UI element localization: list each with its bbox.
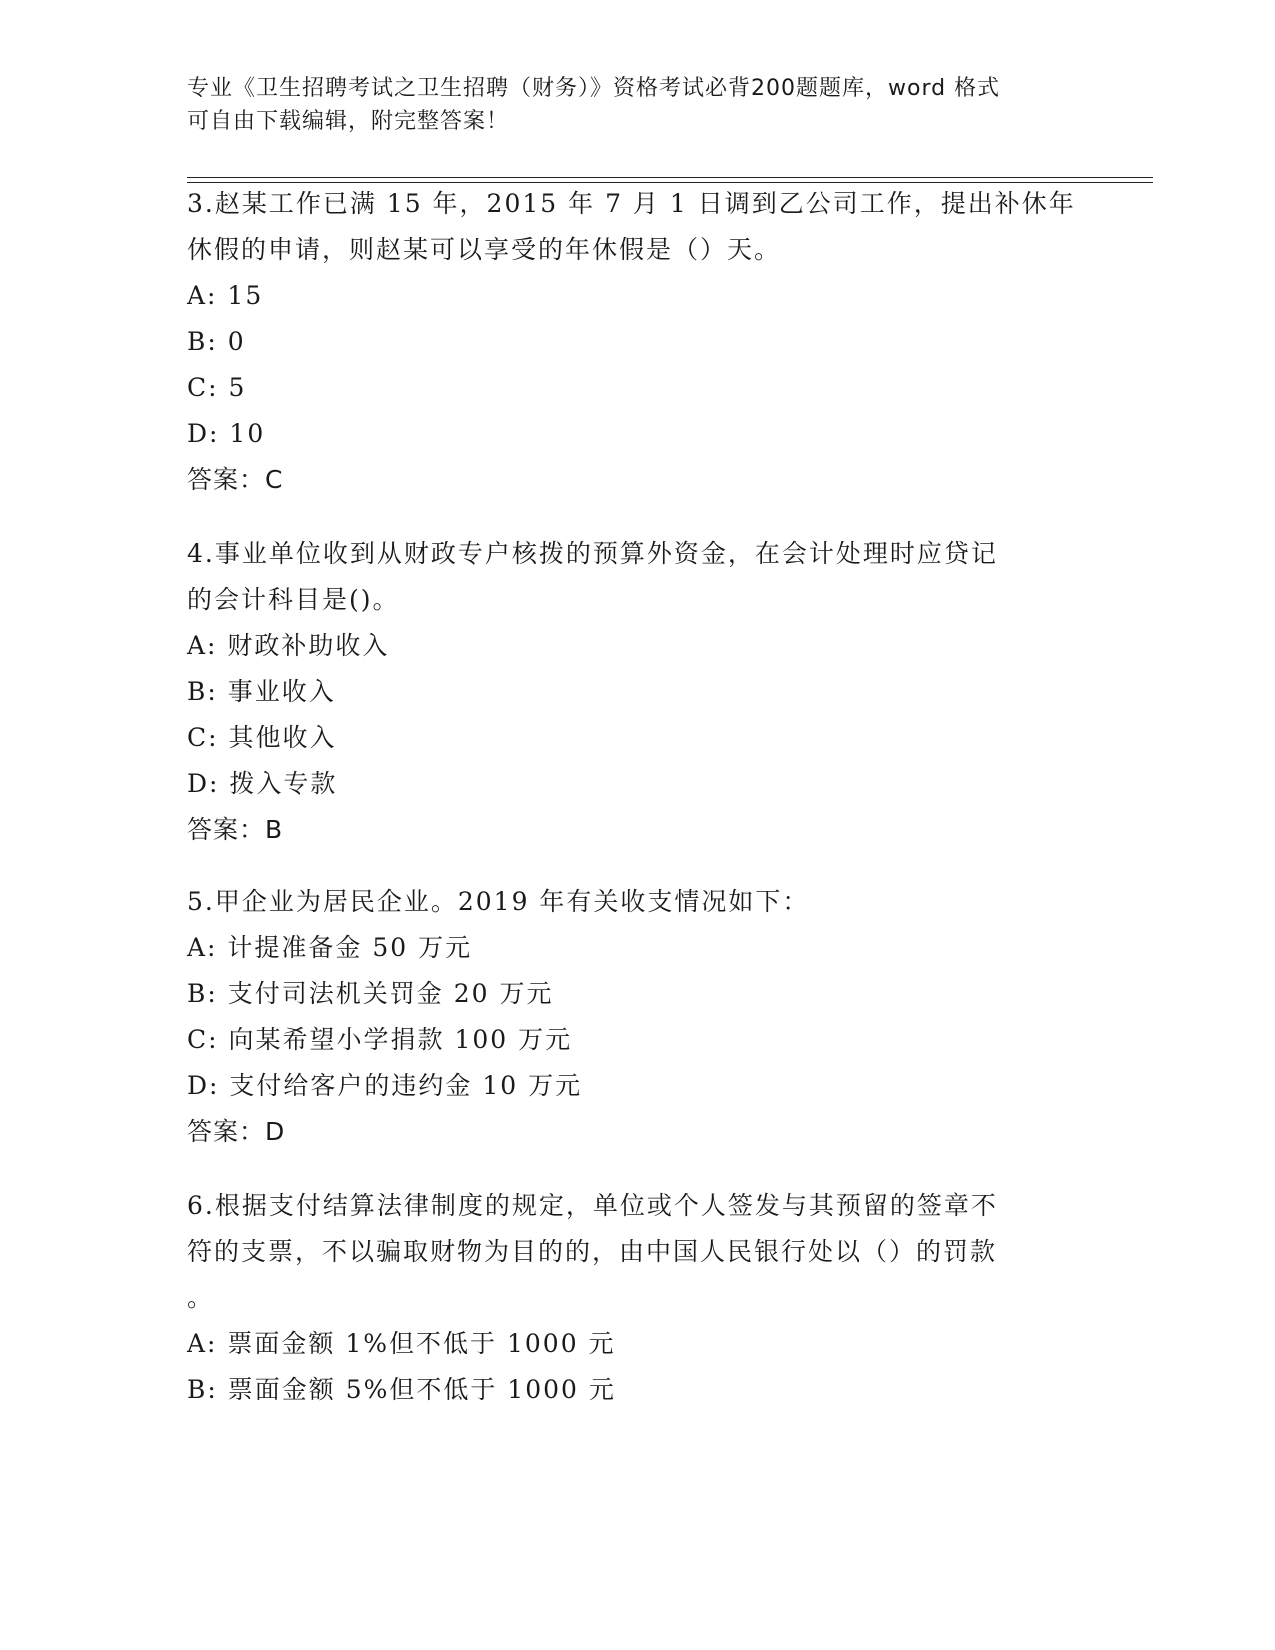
option-c: C: 向某希望小学捐款 100 万元 — [187, 1025, 573, 1054]
question-text-line: 符的支票，不以骗取财物为目的的，由中国人民银行处以（）的罚款 — [187, 1237, 998, 1266]
question-text-line: 。 — [187, 1283, 215, 1312]
option-a: A: 15 — [187, 281, 264, 310]
question-text-line: 4.事业单位收到从财政专户核拨的预算外资金，在会计处理时应贷记 — [187, 539, 998, 568]
option-a: A: 票面金额 1%但不低于 1000 元 — [187, 1329, 616, 1358]
question-text-line: 休假的申请，则赵某可以享受的年休假是（）天。 — [187, 235, 782, 264]
option-d: D: 支付给客户的违约金 10 万元 — [187, 1071, 583, 1100]
answer: 答案：B — [187, 815, 284, 844]
option-c: C: 其他收入 — [187, 723, 337, 752]
option-b: B: 票面金额 5%但不低于 1000 元 — [187, 1375, 616, 1404]
question-3 — [187, 181, 1087, 503]
question-text-line: 的会计科目是()。 — [187, 585, 400, 614]
question-text-line: 3.赵某工作已满 15 年，2015 年 7 月 1 日调到乙公司工作，提出补休年 — [187, 189, 1076, 218]
header-divider-top — [187, 177, 1153, 178]
question-6 — [187, 1183, 1087, 1413]
option-a: A: 计提准备金 50 万元 — [187, 933, 473, 962]
question-4 — [187, 531, 1087, 853]
option-b: B: 支付司法机关罚金 20 万元 — [187, 979, 554, 1008]
question-text-line: 6.根据支付结算法律制度的规定，单位或个人签发与其预留的签章不 — [187, 1191, 998, 1220]
option-c: C: 5 — [187, 373, 247, 402]
option-d: D: 10 — [187, 419, 266, 448]
option-a: A: 财政补助收入 — [187, 631, 390, 660]
header-line-2: 可自由下载编辑，附完整答案！ — [187, 109, 510, 134]
option-b: B: 事业收入 — [187, 677, 336, 706]
question-5 — [187, 879, 1087, 1155]
option-d: D: 拨入专款 — [187, 769, 338, 798]
header-line-1: 专业《卫生招聘考试之卫生招聘（财务）》资格考试必背200题题库，word 格式 — [187, 76, 1001, 101]
option-b: B: 0 — [187, 327, 246, 356]
answer: 答案：C — [187, 465, 284, 494]
answer: 答案：D — [187, 1117, 286, 1146]
question-text-line: 5.甲企业为居民企业。2019 年有关收支情况如下： — [187, 887, 810, 916]
document-header — [187, 72, 1087, 138]
